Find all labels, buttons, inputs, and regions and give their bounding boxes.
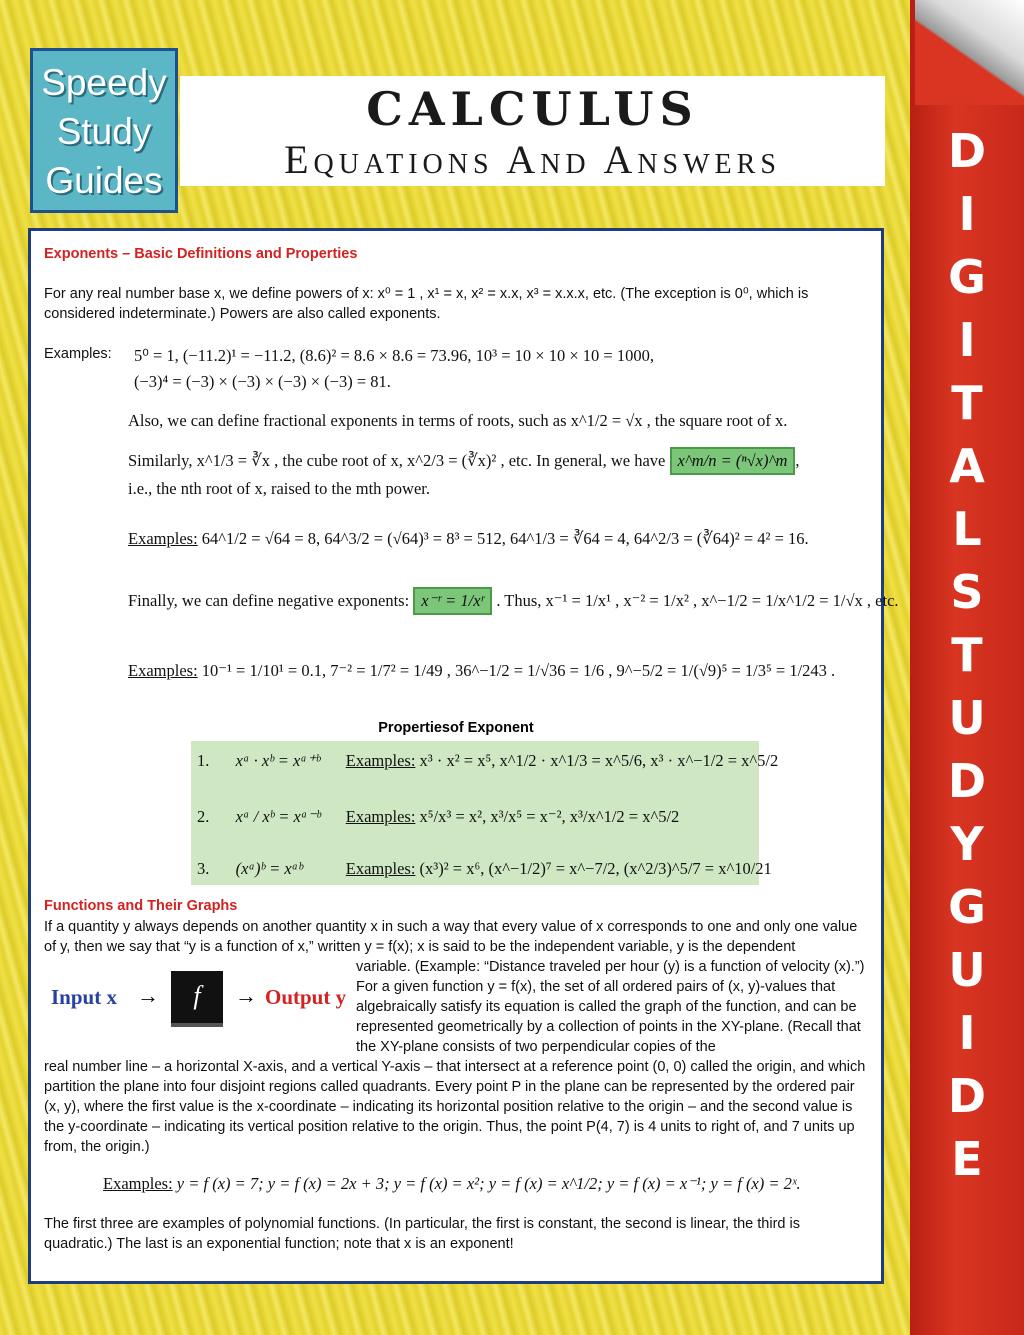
spine-letter: Y — [950, 817, 984, 871]
function-diagram — [49, 969, 355, 1031]
examples-2 — [128, 529, 809, 549]
section-heading-exponents: Exponents – Basic Definitions and Properties — [44, 246, 358, 262]
examples-2-label: Examples: — [128, 529, 198, 548]
prop-num: 2. — [197, 807, 210, 826]
prop-num: 3. — [197, 859, 210, 878]
spine-letter: E — [951, 1132, 983, 1186]
spine-letter: L — [952, 502, 982, 556]
negative-text-2: . Thus, x⁻¹ = 1/x¹ , x⁻² = 1/x² , x^−1/2 = 1/x^1/2 = 1/√x , etc. — [496, 591, 899, 610]
fractional-line-2: Similarly, x^1/3 = ∛x , the cube root of x, x^2/3 = (∛x)² , etc. In general, we have x^m/n = (ⁿ√x)^m , — [128, 447, 800, 475]
spine-letter: U — [948, 691, 986, 745]
functions-examples-label: Examples: — [103, 1174, 173, 1193]
spine-letter: T — [951, 628, 983, 682]
prop-label: Examples: — [345, 807, 416, 826]
spine-letter: T — [951, 376, 983, 430]
section-heading-functions: Functions and Their Graphs — [44, 898, 238, 914]
title-sub: Equations And Answers — [284, 137, 781, 182]
spine-letter: U — [948, 943, 986, 997]
prop-rule: (xᵃ)ᵇ = xᵃᵇ — [235, 859, 303, 878]
examples-2-text: 64^1/2 = √64 = 8, 64^3/2 = (√64)³ = 8³ = 512, 64^1/3 = ∛64 = 4, 64^2/3 = (∛64)² = 4² = 16. — [201, 529, 809, 548]
functions-paragraph-3: real number line – a horizontal X-axis, and a vertical Y-axis – that intersect at a reference point (0, 0) called the origin, and which partition the plane into four disjoint regions called quadrants. Every point P in the plane can be represented by the ordered pair (x, y), where the first value is the x-coordinate – indicating its horizontal position relative to the origin – and the second value is the y-coordinate – indicating its vertical position relative to the origin. Thus, the point P(4, 7) is 4 units to right of, and 7 units up from, the origin.) — [44, 1059, 866, 1155]
logo — [30, 48, 178, 213]
diagram-input: Input x — [51, 985, 117, 1009]
content-page — [28, 228, 899, 1284]
diagram-arrow-1: → — [137, 983, 159, 1008]
prop-rule: xᵃ · xᵇ = xᵃ⁺ᵇ — [235, 751, 321, 770]
spine-letter: A — [949, 439, 985, 493]
prop-example: x³ · x² = x⁵, x^1/2 · x^1/3 = x^5/6, x³ · x^−1/2 = x^5/2 — [419, 751, 779, 770]
spine-letter: I — [958, 1006, 976, 1060]
prop-row-2 — [197, 807, 679, 827]
spine-letter: G — [948, 880, 986, 934]
examples-3 — [128, 661, 835, 681]
spine-text — [910, 120, 1024, 1191]
logo-line3: Guides — [45, 160, 163, 201]
prop-label: Examples: — [345, 751, 416, 770]
diagram-function-box: f — [171, 971, 223, 1027]
logo-line1: Speedy — [41, 62, 167, 103]
functions-examples — [103, 1174, 801, 1194]
prop-num: 1. — [197, 751, 210, 770]
examples-label: Examples: — [44, 346, 112, 362]
spine-letter: G — [948, 250, 986, 304]
spine-letter: S — [950, 565, 984, 619]
prop-row-3 — [197, 859, 772, 879]
prop-rule: xᵃ / xᵇ = xᵃ⁻ᵇ — [235, 807, 321, 826]
spine-letter: I — [958, 187, 976, 241]
prop-label: Examples: — [345, 859, 416, 878]
negative-formula-box: x⁻ʳ = 1/xʳ — [413, 587, 492, 615]
fractional-formula-box: x^m/n = (ⁿ√x)^m — [670, 447, 796, 475]
functions-examples-text: y = f (x) = 7; y = f (x) = 2x + 3; y = f (x) = x²; y = f (x) = x^1/2; y = f (x) = x⁻¹; y = f (x) = 2ˣ. — [176, 1174, 801, 1193]
prop-example: (x³)² = x⁶, (x^−1/2)⁷ = x^−7/2, (x^2/3)^5/7 = x^10/21 — [419, 859, 772, 878]
diagram-output: Output y — [265, 985, 347, 1009]
functions-paragraph-1: If a quantity y always depends on another quantity x in such a way that every value of x corresponds to one and only one value of y, then we say that “y is a function of x,” written y = f(x); x is said to be the independent variable, y is the dependent — [44, 919, 858, 955]
page-curl — [915, 0, 1024, 105]
properties-table — [191, 741, 779, 885]
title-box — [180, 76, 885, 186]
spine-letter: I — [958, 313, 976, 367]
prop-example: x⁵/x³ = x², x³/x⁵ = x⁻², x³/x^1/2 = x^5/2 — [419, 807, 680, 826]
examples-3-label: Examples: — [128, 661, 198, 680]
title-main: CALCULUS — [366, 82, 699, 136]
fractional-line-1: Also, we can define fractional exponents in terms of roots, such as x^1/2 = √x , the square root of x. — [128, 411, 788, 430]
diagram-arrow-2: → — [235, 983, 257, 1008]
example-line-1: 5⁰ = 1, (−11.2)¹ = −11.2, (8.6)² = 8.6 × 8.6 = 73.96, 10³ = 10 × 10 × 10 = 1000, — [134, 346, 654, 365]
intro-paragraph: For any real number base x, we define powers of x: x⁰ = 1 , x¹ = x, x² = x.x, x³ = x.x.x, etc. (The exception is 0⁰, which is considered indeterminate.) Powers are also called exponents. — [44, 286, 809, 322]
fractional-text: Similarly, x^1/3 = ∛x , the cube root of x, x^2/3 = (∛x)² , etc. In general, we have — [128, 451, 666, 470]
spine-letter: D — [947, 1069, 987, 1123]
functions-paragraph-2: variable. (Example: “Distance traveled per hour (y) is a function of velocity (x).”) For a given function y = f(x), the set of all ordered pairs of (x, y)-values that algebraically satisfy its equation is called the graph of the function, and can be represented geometrically by a collection of points in the XY-plane. (Recall that the XY-plane consists of two perpendicular copies of the — [356, 959, 865, 1055]
prop-row-1 — [197, 751, 778, 771]
logo-line2: Study — [56, 111, 152, 152]
closing-paragraph: The first three are examples of polynomial functions. (In particular, the first is constant, the second is linear, the third is quadratic.) The last is an exponential function; note that x is an exponent! — [44, 1216, 800, 1252]
properties-title: Propertiesof Exponent — [378, 720, 534, 736]
examples-3-text: 10⁻¹ = 1/10¹ = 0.1, 7⁻² = 1/7² = 1/49 , 36^−1/2 = 1/√36 = 1/6 , 9^−5/2 = 1/(√9)⁵ = 1/3⁵ = 1/243 . — [201, 661, 836, 680]
spine-banner — [910, 0, 1024, 1335]
negative-text: Finally, we can define negative exponents: — [128, 591, 410, 610]
fractional-line-3: i.e., the nth root of x, raised to the mth power. — [128, 479, 430, 498]
example-line-2: (−3)⁴ = (−3) × (−3) × (−3) × (−3) = 81. — [134, 372, 391, 391]
spine-letter: D — [947, 124, 987, 178]
negative-exponents-line — [128, 587, 899, 615]
spine-letter: D — [947, 754, 987, 808]
